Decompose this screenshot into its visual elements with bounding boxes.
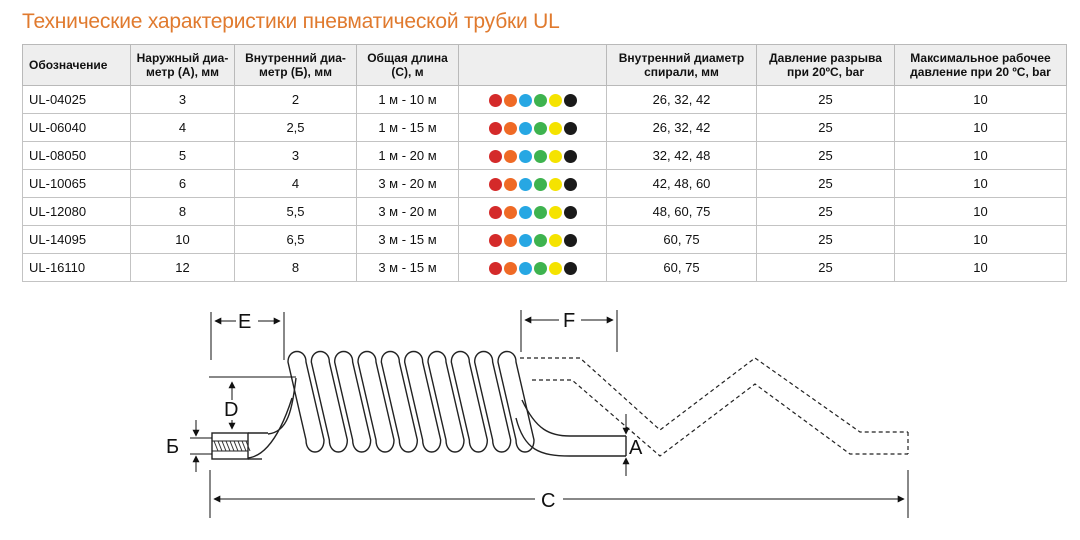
dimension-b [166,420,212,472]
cell-total-length: 3 м - 15 м [357,226,459,254]
color-dot [519,234,532,247]
cell-outer-diameter: 10 [131,226,235,254]
color-dot [564,206,577,219]
cell-spiral-diameter: 60, 75 [607,226,757,254]
cell-spiral-diameter: 26, 32, 42 [607,86,757,114]
color-swatches [489,178,577,191]
cell-total-length: 3 м - 15 м [357,254,459,282]
color-dot [489,234,502,247]
cell-inner-diameter: 5,5 [235,198,357,226]
dimension-e [211,311,284,360]
cell-outer-diameter: 4 [131,114,235,142]
cell-inner-diameter: 4 [235,170,357,198]
cell-max-pressure: 10 [895,254,1067,282]
color-dot [549,262,562,275]
color-dot [564,262,577,275]
cell-total-length: 1 м - 15 м [357,114,459,142]
color-dot [564,178,577,191]
cell-outer-diameter: 6 [131,170,235,198]
color-dot [489,178,502,191]
cell-outer-diameter: 8 [131,198,235,226]
color-dot [519,178,532,191]
cell-colors [459,170,607,198]
color-dot [564,234,577,247]
color-dot [504,178,517,191]
color-swatches [489,122,577,135]
color-dot [549,234,562,247]
table-row [23,114,1067,142]
cell-inner-diameter: 3 [235,142,357,170]
color-dot [549,178,562,191]
label-e: E [238,311,252,333]
cell-max-pressure: 10 [895,142,1067,170]
color-dot [549,206,562,219]
color-dot [549,150,562,163]
color-dot [549,122,562,135]
header-inner-diameter: Внутренний диа-метр (Б), мм [235,45,357,86]
cell-outer-diameter: 5 [131,142,235,170]
color-dot [519,94,532,107]
cell-spiral-diameter: 26, 32, 42 [607,114,757,142]
color-dot [534,206,547,219]
table-header-row [23,45,1067,86]
cell-colors [459,142,607,170]
color-dot [504,234,517,247]
cell-spiral-diameter: 42, 48, 60 [607,170,757,198]
cell-designation: UL-06040 [23,114,131,142]
header-spiral-diameter: Внутренний диаметр спирали, мм [607,45,757,86]
header-total-length: Общая длина (С), м [357,45,459,86]
color-dot [564,150,577,163]
page-title: Технические характеристики пневматической трубки UL [22,10,560,33]
color-swatches [489,150,577,163]
cell-total-length: 1 м - 20 м [357,142,459,170]
cell-max-pressure: 10 [895,114,1067,142]
color-swatches [489,94,577,107]
color-dot [534,262,547,275]
cell-burst-pressure: 25 [757,254,895,282]
cell-colors [459,86,607,114]
color-dot [489,94,502,107]
cell-inner-diameter: 2,5 [235,114,357,142]
color-dot [504,262,517,275]
cell-colors [459,114,607,142]
table-row [23,254,1067,282]
label-f: F [563,310,576,332]
cell-inner-diameter: 8 [235,254,357,282]
cell-burst-pressure: 25 [757,114,895,142]
color-dot [534,234,547,247]
color-dot [489,122,502,135]
table-row [23,170,1067,198]
cell-burst-pressure: 25 [757,86,895,114]
color-dot [534,150,547,163]
cell-total-length: 1 м - 10 м [357,86,459,114]
cell-max-pressure: 10 [895,86,1067,114]
label-c: C [541,490,556,512]
dimension-f [521,310,617,352]
color-swatches [489,206,577,219]
cell-total-length: 3 м - 20 м [357,198,459,226]
color-dot [549,94,562,107]
cell-designation: UL-14095 [23,226,131,254]
color-dot [489,206,502,219]
label-d: D [224,399,239,421]
header-colors [459,45,607,86]
cell-total-length: 3 м - 20 м [357,170,459,198]
cell-outer-diameter: 12 [131,254,235,282]
color-dot [564,94,577,107]
color-dot [519,150,532,163]
cell-designation: UL-08050 [23,142,131,170]
dimension-c [210,470,908,518]
cell-max-pressure: 10 [895,170,1067,198]
cell-spiral-diameter: 60, 75 [607,254,757,282]
color-dot [519,262,532,275]
color-dot [504,150,517,163]
cell-designation: UL-16110 [23,254,131,282]
label-a: A [629,437,643,459]
cell-colors [459,198,607,226]
table-row [23,86,1067,114]
table-row [23,226,1067,254]
header-designation: Обозначение [23,45,131,86]
color-dot [489,262,502,275]
cell-inner-diameter: 6,5 [235,226,357,254]
cell-burst-pressure: 25 [757,226,895,254]
cell-burst-pressure: 25 [757,142,895,170]
cell-outer-diameter: 3 [131,86,235,114]
header-burst-pressure: Давление разрыва при 20ºС, bar [757,45,895,86]
cell-burst-pressure: 25 [757,170,895,198]
cell-max-pressure: 10 [895,226,1067,254]
cell-spiral-diameter: 32, 42, 48 [607,142,757,170]
cell-designation: UL-04025 [23,86,131,114]
color-dot [564,122,577,135]
label-b: Б [166,436,180,458]
table-row [23,142,1067,170]
color-dot [534,178,547,191]
color-dot [489,150,502,163]
color-swatches [489,262,577,275]
color-dot [504,122,517,135]
cell-inner-diameter: 2 [235,86,357,114]
coil-diagram [0,290,1080,540]
dashed-tube-continuation [520,358,908,456]
color-dot [504,206,517,219]
header-outer-diameter: Наружный диа-метр (А), мм [131,45,235,86]
cell-colors [459,226,607,254]
color-dot [519,122,532,135]
cell-spiral-diameter: 48, 60, 75 [607,198,757,226]
color-dot [534,122,547,135]
cell-burst-pressure: 25 [757,198,895,226]
coil-turns [288,352,534,453]
dimension-a [626,414,643,476]
color-dot [504,94,517,107]
color-dot [519,206,532,219]
table-body [23,86,1067,282]
cell-designation: UL-10065 [23,170,131,198]
cell-max-pressure: 10 [895,198,1067,226]
cell-colors [459,254,607,282]
table-row [23,198,1067,226]
cell-designation: UL-12080 [23,198,131,226]
right-tube-end [516,400,626,456]
header-max-pressure: Максимальное рабочее давление при 20 ºС, bar [895,45,1067,86]
color-swatches [489,234,577,247]
color-dot [534,94,547,107]
spec-table [22,44,1067,282]
